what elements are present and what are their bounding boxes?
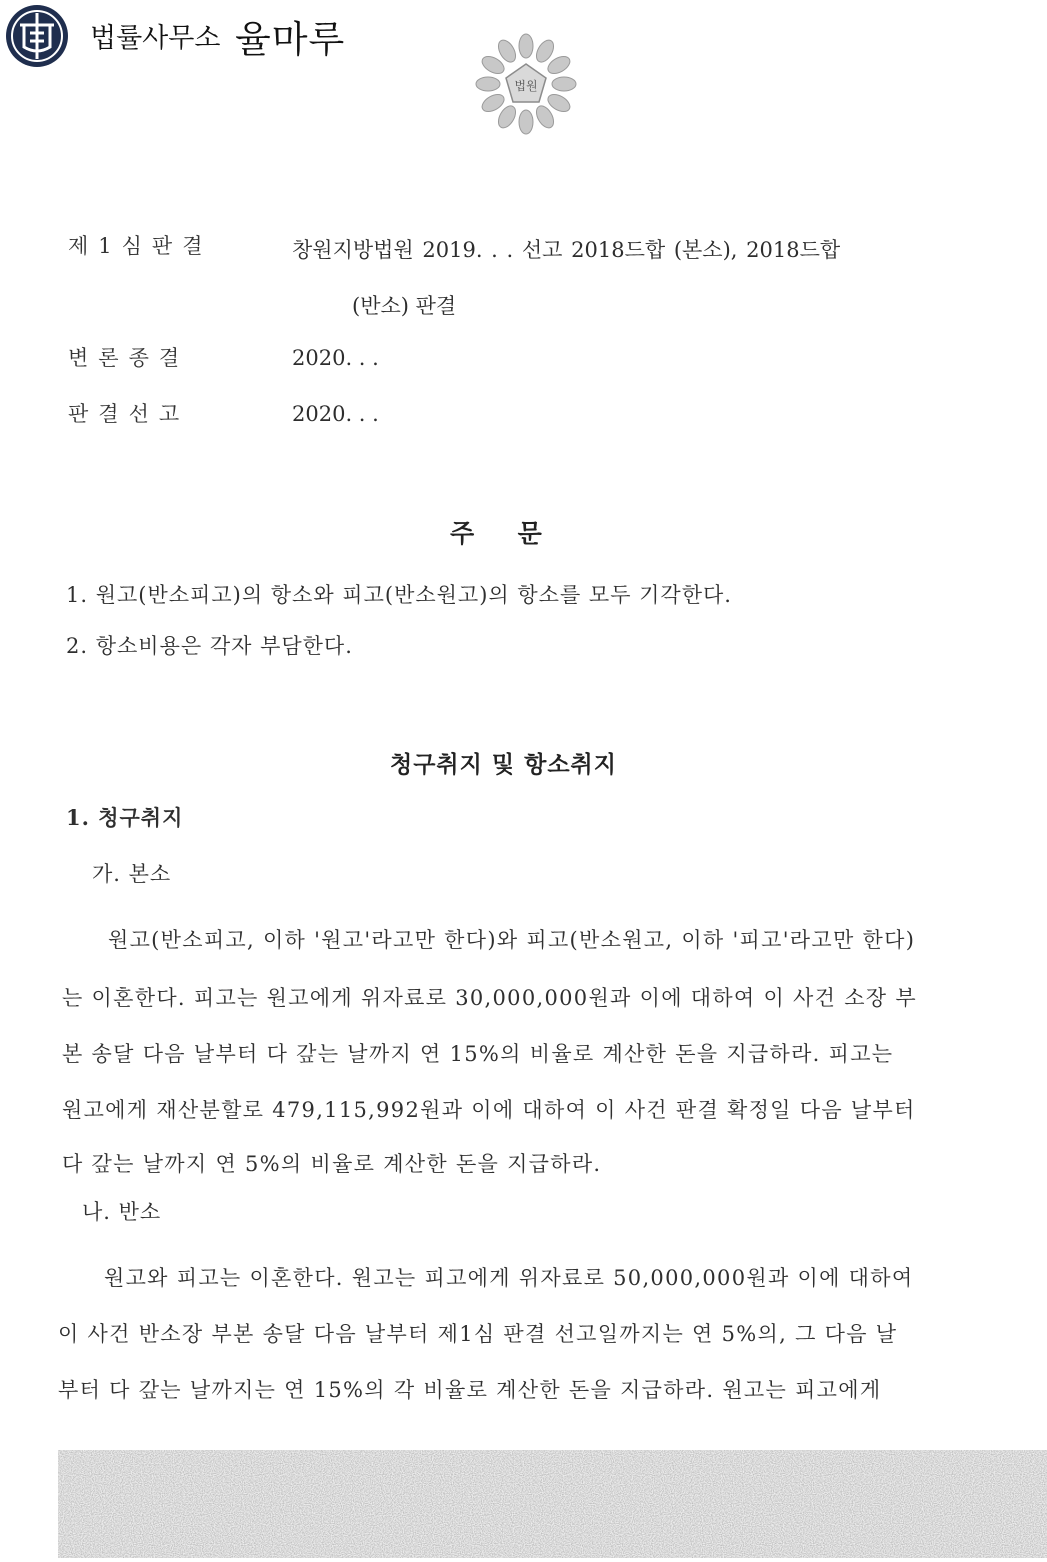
firm-name-text: 율마루 [235, 18, 346, 61]
firm-prefix-text: 법률사무소 [90, 23, 221, 54]
closing-argument-label: 변론종결 [68, 346, 190, 370]
law-firm-logo-icon [4, 3, 70, 69]
main-suit-line-1: 원고(반소피고, 이하 '원고'라고만 한다)와 피고(반소원고, 이하 '피고'라고만 한다) [108, 928, 916, 952]
counter-suit-line-3: 부터 다 갚는 날까지는 연 15%의 각 비율로 계산한 돈을 지급하라. 원고는 피고에게 [58, 1378, 882, 1402]
first-instance-label: 제1심판결 [68, 234, 213, 258]
order-title: 주 문 [450, 519, 542, 548]
counter-suit-line-2: 이 사건 반소장 부본 송달 다음 날부터 제1심 판결 선고일까지는 연 5%의, 그 다음 날 [58, 1322, 898, 1346]
main-suit-line-5: 다 갚는 날까지 연 5%의 비율로 계산한 돈을 지급하라. [62, 1152, 602, 1176]
order-item-2: 2. 항소비용은 각자 부담한다. [66, 634, 353, 658]
main-suit-line-4: 원고에게 재산분할로 479,115,992원과 이에 대하여 이 사건 판결 확정일 다음 날부터 [62, 1098, 916, 1122]
counter-suit-heading: 나. 반소 [82, 1200, 162, 1224]
order-item-1: 1. 원고(반소피고)의 항소와 피고(반소원고)의 항소를 모두 기각한다. [66, 583, 732, 607]
first-instance-line2: (반소) 판결 [352, 294, 457, 318]
claims-title: 청구취지 및 항소취지 [390, 751, 617, 778]
claims-section-heading: 1. 청구취지 [66, 805, 184, 830]
sentencing-label: 판결선고 [68, 402, 190, 426]
main-suit-line-2: 는 이혼한다. 피고는 원고에게 위자료로 30,000,000원과 이에 대하여 이 사건 소장 부 [62, 986, 917, 1010]
scan-noise-strip [58, 1450, 1047, 1558]
counter-suit-line-1: 원고와 피고는 이혼한다. 원고는 피고에게 위자료로 50,000,000원과 이에 대하여 [104, 1266, 914, 1290]
closing-argument-date: 2020. . . [292, 346, 379, 370]
court-seal-icon [470, 32, 582, 136]
first-instance-line1: 창원지방법원 2019. . . 선고 2018드합 (본소), 2018드합 [292, 238, 841, 262]
seal-text: 법원 [514, 79, 538, 93]
main-suit-heading: 가. 본소 [92, 862, 172, 886]
main-suit-line-3: 본 송달 다음 날부터 다 갚는 날까지 연 15%의 비율로 계산한 돈을 지급하라. 피고는 [62, 1042, 894, 1066]
sentencing-date: 2020. . . [292, 402, 379, 426]
